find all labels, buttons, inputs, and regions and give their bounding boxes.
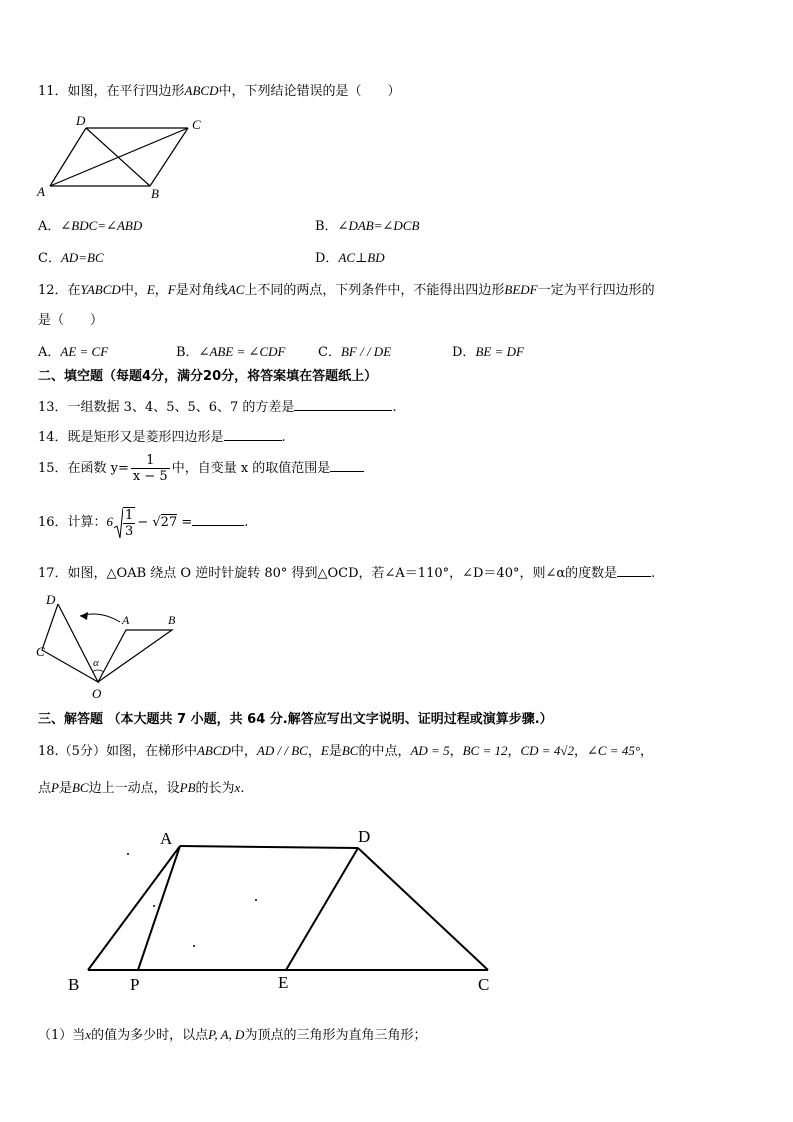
q11-parallelogram-figure (34, 112, 214, 204)
q16-sqrt27: √27 (152, 515, 178, 530)
q12-stem: 12．在YABCD中，E，F是对角线AC上不同的两点，下列条件中，不能得出四边形BEDF一定为平行四边形的 (38, 282, 655, 298)
q18-label-D: D (358, 827, 371, 846)
q13: 13．一组数据 3、4、5、5、6、7 的方差是 . (38, 396, 397, 417)
q15-answer-blank (330, 457, 364, 472)
q12-option-d: D．BE = DF (452, 344, 524, 360)
q11-stem-text: 11．如图，在平行四边形 (38, 84, 185, 99)
q11-stem-var: ABCD (184, 83, 219, 98)
q15-fraction: $\frac{1}{x - 5}$ (132, 453, 168, 484)
q11-option-d: D．AC⊥BD (315, 250, 385, 266)
q12-option-c: C．BF / / DE (318, 344, 392, 360)
q17-label-B: B (168, 613, 176, 627)
q16-answer-blank (192, 511, 244, 526)
q16: 16．计算：6 $\frac{1}{3}$ − √27 = . (38, 507, 249, 539)
q14-answer-blank (224, 426, 282, 441)
q18-label-C: C (478, 975, 490, 994)
q13-answer-blank (294, 396, 392, 411)
q16-sqrt-sign (113, 506, 123, 540)
q18-label-A: A (160, 829, 173, 848)
section-3-heading: 三、解答题 （本大题共 7 小题，共 64 分.解答应写出文字说明、证明过程或演算步骤.） (38, 712, 553, 727)
q18-line2: 点P是BC边上一动点，设PB的长为x. (38, 780, 245, 796)
q16-fraction: $\frac{1}{3}$ (125, 507, 134, 539)
q18-label-B: B (68, 975, 80, 994)
q18-line1: 18.（5分）如图，在梯形中ABCD中，AD / / BC，E是BC的中点，AD = 5，BC = 12，CD = 4√2，∠C = 45°， (38, 743, 654, 759)
q17-rotation-figure (34, 592, 184, 704)
q12-option-a: A．AE = CF (38, 344, 109, 360)
q17-label-alpha: α (93, 657, 99, 669)
q17-label-D: D (46, 592, 56, 607)
q17-answer-blank (617, 562, 651, 577)
q18-label-E: E (278, 973, 289, 992)
q11-label-D: D (76, 113, 86, 128)
q11-stem-text2: 中，下列结论错误的是（ ） (218, 84, 401, 99)
q17: 17．如图，△OAB 绕点 O 逆时针旋转 80° 得到△OCD，若∠A＝110°，∠D＝40°，则∠α的度数是 . (38, 562, 655, 583)
q12-option-b: B．∠ABE = ∠CDF (176, 344, 286, 360)
q15: 15．在函数 y= $\frac{1}{x - 5}$ 中，自变量 x 的取值范围是 (38, 453, 364, 484)
q11-stem (38, 82, 401, 101)
q18-sub1: （1）当x的值为多少时，以点P, A, D为顶点的三角形为直角三角形； (38, 1027, 427, 1043)
q18-trapezoid-figure (60, 822, 510, 1000)
q12-stem-line2: 是（ ） (38, 313, 104, 328)
q14: 14．既是矩形又是菱形四边形是 . (38, 426, 286, 447)
q11-option-a: A．∠BDC=∠ABD (38, 218, 143, 234)
q11-label-A: A (37, 184, 45, 199)
q11-option-b: B．∠DAB=∠DCB (315, 218, 420, 234)
q17-label-O: O (92, 686, 102, 701)
q11-option-c: C．AD=BC (38, 250, 104, 266)
q17-label-C: C (36, 644, 45, 659)
q11-label-C: C (192, 117, 201, 132)
q18-label-P: P (130, 975, 140, 994)
q17-label-A: A (122, 613, 130, 627)
q11-label-B: B (151, 186, 159, 201)
section-2-heading: 二、填空题（每题4分，满分20分，将答案填在答题纸上） (38, 369, 378, 384)
